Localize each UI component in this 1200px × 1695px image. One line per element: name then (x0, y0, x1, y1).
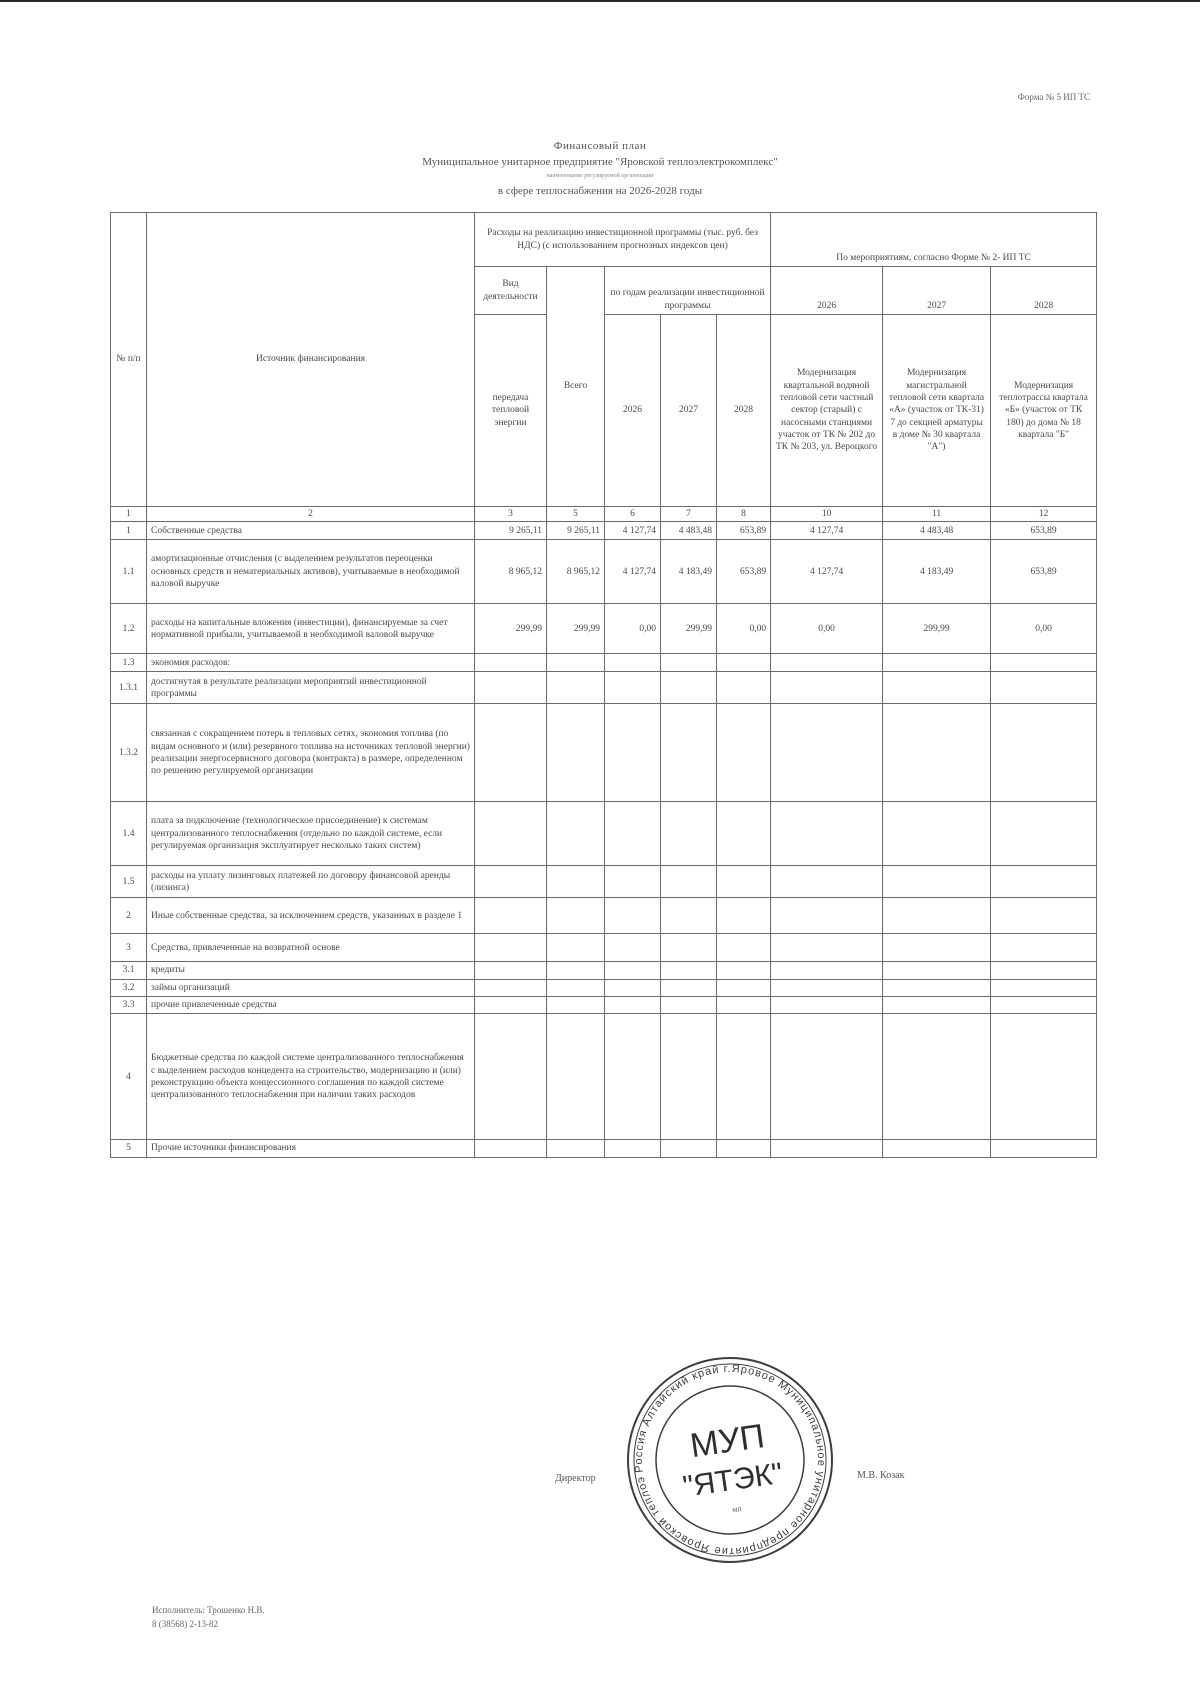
cell-2028 (717, 962, 771, 979)
cell-measure-2 (883, 654, 991, 672)
stamp-mp-label: мп (731, 1503, 743, 1515)
cell-2027 (661, 654, 717, 672)
cell-2028 (717, 1140, 771, 1157)
row-number: 3.3 (111, 997, 147, 1014)
cell-2027 (661, 979, 717, 996)
row-source-name: расходы на капитальные вложения (инвестиции), финансируемые за счет нормативной прибыли, учитываемой в необходимой валовой выручке (147, 604, 475, 654)
cell-2028 (717, 672, 771, 704)
cell-2028 (717, 898, 771, 934)
header-activity-value: передача тепловой энергии (475, 315, 547, 507)
table-row (111, 997, 1097, 1014)
cell-2028 (717, 979, 771, 996)
row-number: 1.5 (111, 866, 147, 898)
row-number: 1.3.2 (111, 704, 147, 802)
cell-measure-3 (991, 802, 1097, 866)
cell-2026 (605, 866, 661, 898)
row-number: 1 (111, 522, 147, 540)
cell-2028 (717, 866, 771, 898)
cell-total (547, 934, 605, 962)
cell-activity: 9 265,11 (475, 522, 547, 540)
cell-measure-2 (883, 962, 991, 979)
cell-measure-1 (771, 866, 883, 898)
signature-role: Директор (555, 1473, 596, 1484)
cell-2026 (605, 979, 661, 996)
cell-2027 (661, 1140, 717, 1157)
cell-measure-2 (883, 997, 991, 1014)
cell-measure-2 (883, 704, 991, 802)
cell-2027 (661, 898, 717, 934)
cell-activity (475, 1140, 547, 1157)
cell-2026 (605, 704, 661, 802)
cell-measure-3 (991, 979, 1097, 996)
cell-2026: 0,00 (605, 604, 661, 654)
table-row (111, 1014, 1097, 1140)
cell-2027 (661, 704, 717, 802)
header-year-2026: 2026 (605, 315, 661, 507)
cell-total (547, 979, 605, 996)
cell-total (547, 898, 605, 934)
cell-measure-2 (883, 934, 991, 962)
cell-measure-1 (771, 704, 883, 802)
header-measure-year-2026: 2026 (771, 267, 883, 315)
cell-2026 (605, 962, 661, 979)
column-number: 11 (883, 507, 991, 522)
header-measure-year-2028: 2028 (991, 267, 1097, 315)
cell-measure-2 (883, 802, 991, 866)
table-row (111, 1140, 1097, 1157)
cell-2027: 299,99 (661, 604, 717, 654)
cell-measure-1 (771, 654, 883, 672)
cell-measure-3 (991, 704, 1097, 802)
row-source-name: кредиты (147, 962, 475, 979)
cell-activity: 8 965,12 (475, 540, 547, 604)
cell-2026: 4 127,74 (605, 540, 661, 604)
cell-measure-2 (883, 979, 991, 996)
cell-measure-3 (991, 1140, 1097, 1157)
header-expenses: Расходы на реализацию инвестиционной программы (тыс. руб. без НДС) (с использованием прогнозных индексов цен) (475, 213, 771, 267)
cell-total: 8 965,12 (547, 540, 605, 604)
header-activity: Вид деятельности (475, 267, 547, 315)
table-row (111, 979, 1097, 996)
column-number: 5 (547, 507, 605, 522)
cell-total (547, 1014, 605, 1140)
cell-measure-3 (991, 898, 1097, 934)
cell-2026 (605, 934, 661, 962)
executor-name: Исполнитель: Трошенко Н.В. (152, 1605, 265, 1615)
row-source-name: достигнутая в результате реализации мероприятий инвестиционной программы (147, 672, 475, 704)
cell-measure-3 (991, 962, 1097, 979)
cell-total (547, 704, 605, 802)
row-number: 1.1 (111, 540, 147, 604)
cell-2028: 0,00 (717, 604, 771, 654)
row-source-name: займы организаций (147, 979, 475, 996)
cell-measure-1 (771, 934, 883, 962)
cell-2028 (717, 802, 771, 866)
cell-measure-1 (771, 1140, 883, 1157)
row-source-name: амортизационные отчисления (с выделением результатов переоценки основных средств и нематериальных активов), учитываемые в необходимой валовой выручке (147, 540, 475, 604)
row-source-name: Иные собственные средства, за исключением средств, указанных в разделе 1 (147, 898, 475, 934)
table-row (111, 672, 1097, 704)
cell-2026 (605, 1014, 661, 1140)
row-source-name: экономия расходов: (147, 654, 475, 672)
cell-measure-3 (991, 654, 1097, 672)
column-number: 6 (605, 507, 661, 522)
cell-2026 (605, 672, 661, 704)
header-total: Всего (547, 267, 605, 507)
cell-total (547, 802, 605, 866)
cell-total (547, 654, 605, 672)
table-row (111, 898, 1097, 934)
cell-measure-1 (771, 997, 883, 1014)
cell-measure-1 (771, 1014, 883, 1140)
cell-2027: 4 183,49 (661, 540, 717, 604)
cell-measure-2 (883, 866, 991, 898)
header-measure-1: Модернизация квартальной водяной тепловой сети частный сектор (старый) с насосными станциями участок от ТК № 202 до ТК № 203, ул. Вероцкого (771, 315, 883, 507)
header-year-2027: 2027 (661, 315, 717, 507)
org-caption: наименование регулируемой организации (546, 173, 654, 179)
cell-measure-3 (991, 672, 1097, 704)
cell-measure-2 (883, 1014, 991, 1140)
organization-stamp (620, 1350, 840, 1570)
cell-activity (475, 802, 547, 866)
column-number: 8 (717, 507, 771, 522)
cell-measure-1: 4 127,74 (771, 540, 883, 604)
table-body (111, 522, 1097, 1157)
stamp-graphic (620, 1350, 840, 1570)
header-source: Источник финансирования (147, 213, 475, 507)
cell-activity: 299,99 (475, 604, 547, 654)
cell-measure-1 (771, 979, 883, 996)
column-number: 12 (991, 507, 1097, 522)
column-number: 7 (661, 507, 717, 522)
cell-measure-3: 653,89 (991, 522, 1097, 540)
row-number: 1.3 (111, 654, 147, 672)
cell-2027 (661, 672, 717, 704)
column-number: 2 (147, 507, 475, 522)
cell-activity (475, 997, 547, 1014)
cell-2028 (717, 654, 771, 672)
cell-measure-2 (883, 1140, 991, 1157)
row-number: 1.3.1 (111, 672, 147, 704)
signature-name: М.В. Козак (857, 1470, 905, 1481)
row-number: 3.2 (111, 979, 147, 996)
cell-activity (475, 704, 547, 802)
header-year-2028: 2028 (717, 315, 771, 507)
column-number-row (111, 507, 1097, 522)
row-source-name: расходы на уплату лизинговых платежей по договору финансовой аренды (лизинга) (147, 866, 475, 898)
column-number: 10 (771, 507, 883, 522)
cell-measure-3: 653,89 (991, 540, 1097, 604)
cell-measure-1: 0,00 (771, 604, 883, 654)
cell-measure-3: 0,00 (991, 604, 1097, 654)
cell-activity (475, 654, 547, 672)
cell-2027: 4 483,48 (661, 522, 717, 540)
cell-measure-1 (771, 962, 883, 979)
stamp-ring-text: Россия Алтайский край г.Яровое Муниципальное унитарное предприятие Яровской теплоэлектрокомплекс (632, 1362, 828, 1558)
cell-measure-1 (771, 898, 883, 934)
table-row (111, 704, 1097, 802)
row-source-name: связанная с сокращением потерь в тепловых сетях, экономия топлива (по видам основного и (или) резервного топлива на источниках тепловой энергии) реализации энергосервисного договора (контракта) в размере, определенном по решению регулируемой организации (147, 704, 475, 802)
cell-2026: 4 127,74 (605, 522, 661, 540)
table-row (111, 540, 1097, 604)
cell-measure-2: 4 183,49 (883, 540, 991, 604)
cell-activity (475, 898, 547, 934)
row-source-name: Средства, привлеченные на возвратной основе (147, 934, 475, 962)
cell-total (547, 672, 605, 704)
cell-measure-2 (883, 672, 991, 704)
row-number: 5 (111, 1140, 147, 1157)
cell-2027 (661, 802, 717, 866)
cell-measure-3 (991, 934, 1097, 962)
header-measures: По мероприятиям, согласно Форме № 2- ИП ТС (771, 213, 1097, 267)
cell-2028 (717, 1014, 771, 1140)
header-by-years: по годам реализации инвестиционной программы (605, 267, 771, 315)
cell-2026 (605, 1140, 661, 1157)
cell-activity (475, 962, 547, 979)
scan-edge-line (0, 0, 1200, 2)
cell-activity (475, 934, 547, 962)
header-measure-2: Модернизация магистральной тепловой сети квартала «А» (участок от ТК-31) 7 до секцией арматуры в доме № 30 квартала "А") (883, 315, 991, 507)
financial-plan-table (110, 212, 1097, 1158)
cell-activity (475, 1014, 547, 1140)
cell-total: 299,99 (547, 604, 605, 654)
cell-activity (475, 866, 547, 898)
doc-title: Финансовый план (553, 140, 647, 152)
table-row (111, 866, 1097, 898)
cell-2027 (661, 962, 717, 979)
cell-2028 (717, 704, 771, 802)
cell-2027 (661, 1014, 717, 1140)
cell-total (547, 962, 605, 979)
table-row (111, 962, 1097, 979)
cell-measure-2: 299,99 (883, 604, 991, 654)
row-source-name: Бюджетные средства по каждой системе централизованного теплоснабжения с выделением расходов концедента на строительство, модернизацию и (или) реконструкцию объекта концессионного соглашения по каждой системе централизованного теплоснабжения при наличии таких расходов (147, 1014, 475, 1140)
cell-activity (475, 672, 547, 704)
row-source-name: Прочие источники финансирования (147, 1140, 475, 1157)
cell-2028 (717, 934, 771, 962)
cell-total: 9 265,11 (547, 522, 605, 540)
form-code: Форма № 5 ИП ТС (1017, 92, 1090, 102)
cell-2026 (605, 898, 661, 934)
cell-measure-3 (991, 866, 1097, 898)
doc-subtitle: в сфере теплоснабжения на 2026-2028 годы (497, 185, 703, 197)
cell-activity (475, 979, 547, 996)
table-row (111, 934, 1097, 962)
cell-2027 (661, 997, 717, 1014)
header-num: № п/п (111, 213, 147, 507)
stamp-center-top: МУП (687, 1417, 767, 1466)
cell-2027 (661, 934, 717, 962)
cell-measure-1: 4 127,74 (771, 522, 883, 540)
row-number: 1.2 (111, 604, 147, 654)
cell-measure-3 (991, 997, 1097, 1014)
row-number: 1.4 (111, 802, 147, 866)
cell-measure-2: 4 483,48 (883, 522, 991, 540)
row-number: 3 (111, 934, 147, 962)
cell-2026 (605, 654, 661, 672)
executor-phone: 8 (38568) 2-13-82 (152, 1619, 218, 1629)
row-source-name: Собственные средства (147, 522, 475, 540)
row-number: 4 (111, 1014, 147, 1140)
cell-measure-2 (883, 898, 991, 934)
table-row (111, 654, 1097, 672)
table-row (111, 802, 1097, 866)
cell-measure-3 (991, 1014, 1097, 1140)
cell-total (547, 997, 605, 1014)
cell-2028: 653,89 (717, 540, 771, 604)
header-measure-3: Модернизация теплотрассы квартала «Б» (участок от ТК 180) до дома № 18 квартала "Б" (991, 315, 1097, 507)
cell-2026 (605, 997, 661, 1014)
cell-total (547, 866, 605, 898)
cell-2028: 653,89 (717, 522, 771, 540)
cell-2027 (661, 866, 717, 898)
row-source-name: прочие привлеченные средства (147, 997, 475, 1014)
cell-measure-1 (771, 802, 883, 866)
table-row (111, 604, 1097, 654)
column-number: 3 (475, 507, 547, 522)
cell-measure-1 (771, 672, 883, 704)
cell-total (547, 1140, 605, 1157)
cell-2026 (605, 802, 661, 866)
row-number: 3.1 (111, 962, 147, 979)
column-number: 1 (111, 507, 147, 522)
row-source-name: плата за подключение (технологическое присоединение) к системам централизованного теплоснабжения (отдельно по каждой системе, если регулируемая организация эксплуатирует несколько таких систем) (147, 802, 475, 866)
row-number: 2 (111, 898, 147, 934)
table-row (111, 522, 1097, 540)
org-name: Муниципальное унитарное предприятие "Яровской теплоэлектрокомплекс" (422, 156, 778, 168)
stamp-center-bottom: "ЯТЭК" (680, 1456, 785, 1504)
cell-2028 (717, 997, 771, 1014)
header-measure-year-2027: 2027 (883, 267, 991, 315)
